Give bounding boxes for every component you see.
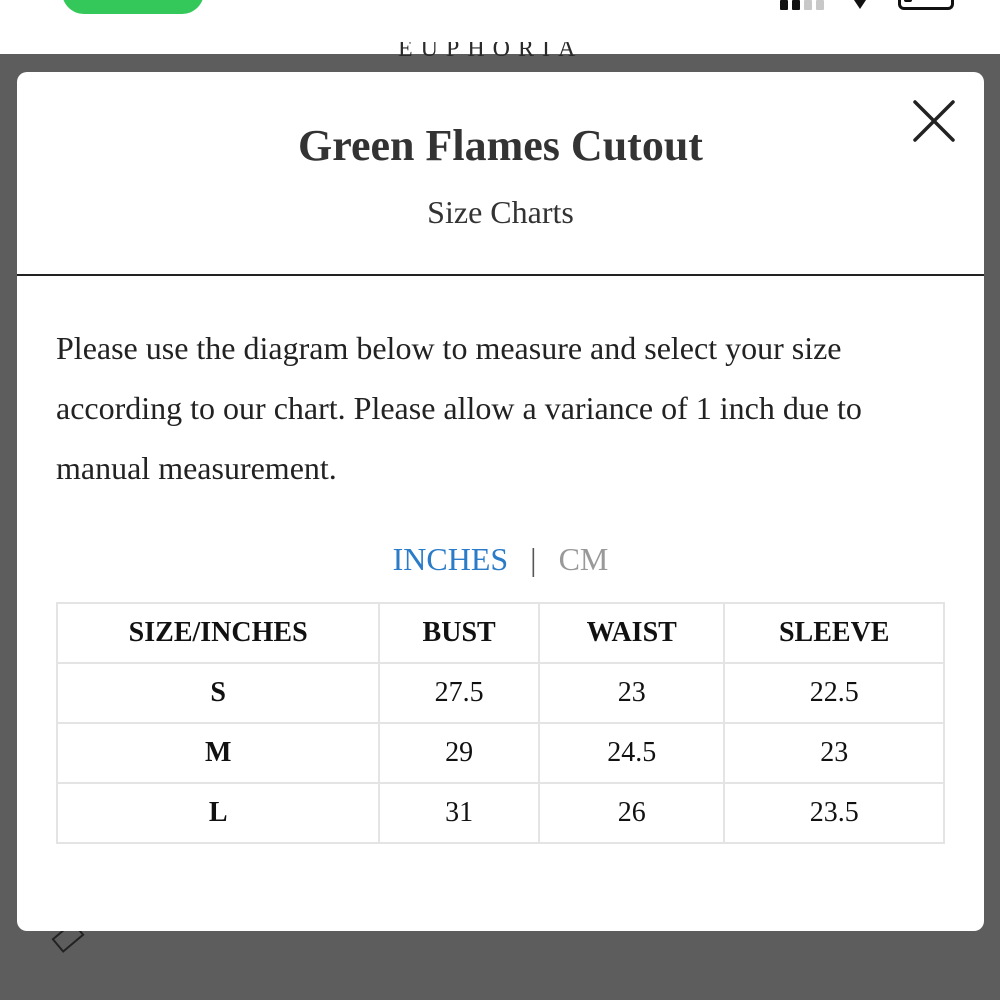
size-cell: L — [57, 783, 379, 843]
size-cell: S — [57, 663, 379, 723]
signal-icon — [780, 0, 826, 10]
wifi-icon — [850, 0, 870, 12]
size-table — [56, 602, 945, 844]
size-chart-modal — [17, 72, 984, 931]
sleeve-cell: 22.5 — [724, 663, 944, 723]
intro-text: Please use the diagram below to measure and select your size according to our chart. Please allow a variance of 1 inch due to manual measurement. — [56, 330, 862, 486]
table-header-row — [57, 603, 944, 663]
time-pill — [62, 0, 204, 14]
bust-cell: 27.5 — [379, 663, 539, 723]
bust-cell: 29 — [379, 723, 539, 783]
battery-icon — [898, 0, 954, 10]
background-brand-logo: EUPHORIA — [398, 42, 584, 56]
close-button[interactable] — [907, 94, 961, 148]
table-row — [57, 783, 944, 843]
close-icon — [907, 94, 961, 148]
waist-cell: 23 — [539, 663, 725, 723]
header-bust: BUST — [379, 603, 539, 663]
modal-title: Green Flames Cutout — [298, 121, 703, 170]
unit-inches-tab[interactable]: INCHES — [392, 541, 509, 577]
waist-cell: 26 — [539, 783, 725, 843]
size-cell: M — [57, 723, 379, 783]
unit-toggle — [17, 536, 984, 582]
header-waist: WAIST — [539, 603, 725, 663]
sleeve-cell: 23 — [724, 723, 944, 783]
table-row — [57, 663, 944, 723]
waist-cell: 24.5 — [539, 723, 725, 783]
bust-cell: 31 — [379, 783, 539, 843]
header-divider — [17, 274, 984, 276]
header-size: SIZE/INCHES — [57, 603, 379, 663]
header-sleeve: SLEEVE — [724, 603, 944, 663]
unit-cm-tab[interactable]: CM — [558, 541, 609, 577]
modal-subtitle: Size Charts — [427, 194, 574, 230]
unit-separator: | — [530, 541, 537, 577]
table-row — [57, 723, 944, 783]
sleeve-cell: 23.5 — [724, 783, 944, 843]
